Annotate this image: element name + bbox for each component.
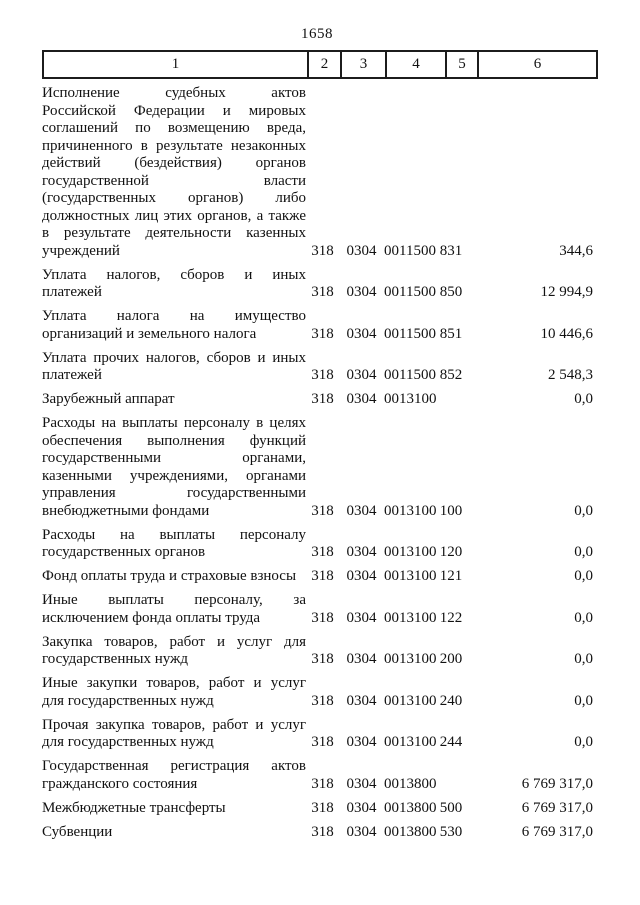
table-row bbox=[42, 717, 597, 752]
row-description bbox=[42, 350, 306, 385]
row-description bbox=[42, 308, 306, 343]
description-line: Субвенции bbox=[42, 823, 113, 840]
code-target-item: 0011500 bbox=[384, 242, 436, 259]
row-description bbox=[42, 824, 306, 842]
description-line: Уплата налогов, сборов и иных bbox=[42, 266, 306, 283]
code-target-item: 0013100 bbox=[384, 651, 437, 667]
table-row bbox=[42, 824, 597, 842]
code-expense-type: 122 bbox=[439, 609, 463, 626]
description-line: государственной власти bbox=[42, 172, 306, 189]
description-line: Уплата налога на имущество bbox=[42, 308, 306, 324]
description-line: Межбюджетные трансферты bbox=[42, 799, 226, 816]
row-description bbox=[42, 391, 306, 409]
description-line: Расходы на выплаты персоналу bbox=[42, 526, 306, 543]
code-section: 0304 bbox=[346, 367, 377, 383]
description-line: государственных нужд bbox=[42, 651, 189, 667]
code-chapter: 318 bbox=[311, 734, 334, 750]
row-amount: 12 994,9 bbox=[540, 284, 593, 300]
table-header-col-4: 4 bbox=[385, 52, 445, 77]
row-amount: 344,6 bbox=[559, 242, 593, 259]
code-chapter: 318 bbox=[311, 823, 334, 840]
row-description bbox=[42, 267, 306, 302]
code-chapter: 318 bbox=[311, 391, 334, 407]
row-amount: 2 548,3 bbox=[548, 367, 593, 383]
table-row bbox=[42, 634, 597, 669]
table-header-col-3: 3 bbox=[340, 52, 385, 77]
table-row bbox=[42, 800, 597, 818]
code-target-item: 0013100 bbox=[384, 692, 437, 709]
code-chapter: 318 bbox=[311, 568, 334, 584]
table-row bbox=[42, 592, 597, 627]
code-target-item: 0013100 bbox=[384, 568, 437, 584]
code-expense-type: 831 bbox=[439, 242, 463, 259]
code-target-item: 0013100 bbox=[384, 391, 437, 407]
table-row bbox=[42, 391, 597, 409]
row-description bbox=[42, 717, 306, 752]
code-chapter: 318 bbox=[311, 502, 334, 519]
table-body bbox=[42, 85, 597, 848]
code-target-item: 0013800 bbox=[384, 823, 437, 840]
description-line: для государственных нужд bbox=[42, 692, 214, 709]
code-section: 0304 bbox=[346, 823, 377, 840]
row-description bbox=[42, 568, 306, 586]
table-row bbox=[42, 267, 597, 302]
row-description bbox=[42, 675, 306, 710]
description-line: Иные выплаты персоналу, за bbox=[42, 592, 306, 608]
table-row bbox=[42, 758, 597, 793]
code-chapter: 318 bbox=[311, 692, 334, 709]
code-expense-type: 120 bbox=[439, 544, 463, 560]
code-chapter: 318 bbox=[311, 242, 334, 259]
code-expense-type: 530 bbox=[439, 823, 463, 840]
code-target-item: 0013800 bbox=[384, 775, 437, 792]
description-line: государственными органами, bbox=[42, 450, 306, 466]
code-section: 0304 bbox=[346, 609, 377, 626]
description-line: Расходы на выплаты персоналу в целях bbox=[42, 415, 306, 431]
code-section: 0304 bbox=[346, 391, 377, 407]
description-line: причиненного в результате незаконных bbox=[42, 137, 306, 154]
code-section: 0304 bbox=[346, 325, 377, 342]
description-line: обеспечения выполнения функций bbox=[42, 432, 306, 449]
code-expense-type: 200 bbox=[439, 651, 463, 667]
page-number: 1658 bbox=[301, 26, 333, 42]
description-line: Иные закупки товаров, работ и услуг bbox=[42, 675, 306, 691]
table-row bbox=[42, 308, 597, 343]
table-header-col-2: 2 bbox=[307, 52, 340, 77]
description-line: в результате деятельности казенных bbox=[42, 225, 306, 241]
table-row bbox=[42, 415, 597, 520]
row-amount: 6 769 317,0 bbox=[521, 775, 593, 792]
code-chapter: 318 bbox=[311, 651, 334, 667]
table-row bbox=[42, 527, 597, 562]
code-chapter: 318 bbox=[311, 609, 334, 626]
code-expense-type: 240 bbox=[439, 692, 463, 709]
description-line: управления государственными bbox=[42, 485, 306, 501]
row-amount: 0,0 bbox=[574, 391, 593, 407]
table-row bbox=[42, 568, 597, 586]
description-line: платежей bbox=[42, 367, 102, 383]
description-line: Российской Федерации и мировых bbox=[42, 102, 306, 119]
code-chapter: 318 bbox=[311, 544, 334, 560]
table-row bbox=[42, 85, 597, 260]
description-line: соглашений по возмещению вреда, bbox=[42, 120, 306, 136]
row-description bbox=[42, 634, 306, 669]
row-description bbox=[42, 800, 306, 818]
code-chapter: 318 bbox=[311, 325, 334, 342]
code-section: 0304 bbox=[346, 568, 377, 584]
description-line: (государственных органов) либо bbox=[42, 190, 306, 206]
code-expense-type: 850 bbox=[439, 284, 463, 300]
description-line: государственных органов bbox=[42, 544, 206, 560]
code-chapter: 318 bbox=[311, 284, 334, 300]
code-target-item: 0013100 bbox=[384, 544, 437, 560]
code-chapter: 318 bbox=[311, 775, 334, 792]
code-expense-type: 100 bbox=[439, 502, 463, 519]
description-line: действий (бездействия) органов bbox=[42, 155, 306, 171]
description-line: исключением фонда оплаты труда bbox=[42, 609, 261, 626]
description-line: Закупка товаров, работ и услуг для bbox=[42, 633, 306, 650]
code-section: 0304 bbox=[346, 734, 377, 750]
description-line: должностных лиц этих органов, а также bbox=[42, 207, 306, 224]
code-section: 0304 bbox=[346, 242, 377, 259]
description-line: Уплата прочих налогов, сборов и иных bbox=[42, 349, 306, 366]
code-expense-type: 121 bbox=[439, 568, 463, 584]
description-line: платежей bbox=[42, 284, 102, 300]
code-section: 0304 bbox=[346, 502, 377, 519]
description-line: учреждений bbox=[42, 242, 120, 259]
row-amount: 0,0 bbox=[574, 502, 593, 519]
description-line: Исполнение судебных актов bbox=[42, 85, 306, 101]
code-section: 0304 bbox=[346, 692, 377, 709]
code-target-item: 0011500 bbox=[384, 284, 436, 300]
code-section: 0304 bbox=[346, 544, 377, 560]
row-description bbox=[42, 527, 306, 562]
row-amount: 0,0 bbox=[574, 734, 593, 750]
table-header-row bbox=[42, 50, 598, 79]
code-target-item: 0013100 bbox=[384, 609, 437, 626]
description-line: казенными учреждениями, органами bbox=[42, 467, 306, 484]
row-amount: 0,0 bbox=[574, 651, 593, 667]
table-row bbox=[42, 675, 597, 710]
row-description bbox=[42, 415, 306, 520]
code-chapter: 318 bbox=[311, 367, 334, 383]
row-amount: 0,0 bbox=[574, 609, 593, 626]
description-line: Государственная регистрация актов bbox=[42, 758, 306, 774]
row-description bbox=[42, 758, 306, 793]
row-amount: 10 446,6 bbox=[540, 325, 593, 342]
code-expense-type: 244 bbox=[439, 734, 463, 750]
code-section: 0304 bbox=[346, 284, 377, 300]
row-amount: 0,0 bbox=[574, 544, 593, 560]
code-expense-type: 500 bbox=[439, 799, 463, 816]
table-header-col-5: 5 bbox=[445, 52, 477, 77]
code-target-item: 0011500 bbox=[384, 325, 436, 342]
description-line: Зарубежный аппарат bbox=[42, 391, 175, 407]
code-target-item: 0011500 bbox=[384, 367, 436, 383]
row-amount: 0,0 bbox=[574, 692, 593, 709]
description-line: Фонд оплаты труда и страховые взносы bbox=[42, 568, 297, 584]
description-line: гражданского состояния bbox=[42, 775, 198, 792]
code-section: 0304 bbox=[346, 799, 377, 816]
row-amount: 0,0 bbox=[574, 568, 593, 584]
code-chapter: 318 bbox=[311, 799, 334, 816]
row-description bbox=[42, 85, 306, 260]
row-amount: 6 769 317,0 bbox=[521, 799, 593, 816]
code-section: 0304 bbox=[346, 651, 377, 667]
code-target-item: 0013100 bbox=[384, 502, 437, 519]
row-amount: 6 769 317,0 bbox=[521, 823, 593, 840]
row-description bbox=[42, 592, 306, 627]
code-section: 0304 bbox=[346, 775, 377, 792]
table-row bbox=[42, 350, 597, 385]
code-target-item: 0013100 bbox=[384, 734, 437, 750]
description-line: Прочая закупка товаров, работ и услуг bbox=[42, 716, 306, 733]
description-line: организаций и земельного налога bbox=[42, 325, 257, 342]
description-line: для государственных нужд bbox=[42, 734, 214, 750]
code-expense-type: 851 bbox=[439, 325, 463, 342]
table-header-col-1: 1 bbox=[171, 56, 180, 72]
code-target-item: 0013800 bbox=[384, 799, 437, 816]
code-expense-type: 852 bbox=[439, 367, 463, 383]
description-line: внебюджетными фондами bbox=[42, 502, 210, 519]
table-header-col-6: 6 bbox=[477, 52, 596, 77]
